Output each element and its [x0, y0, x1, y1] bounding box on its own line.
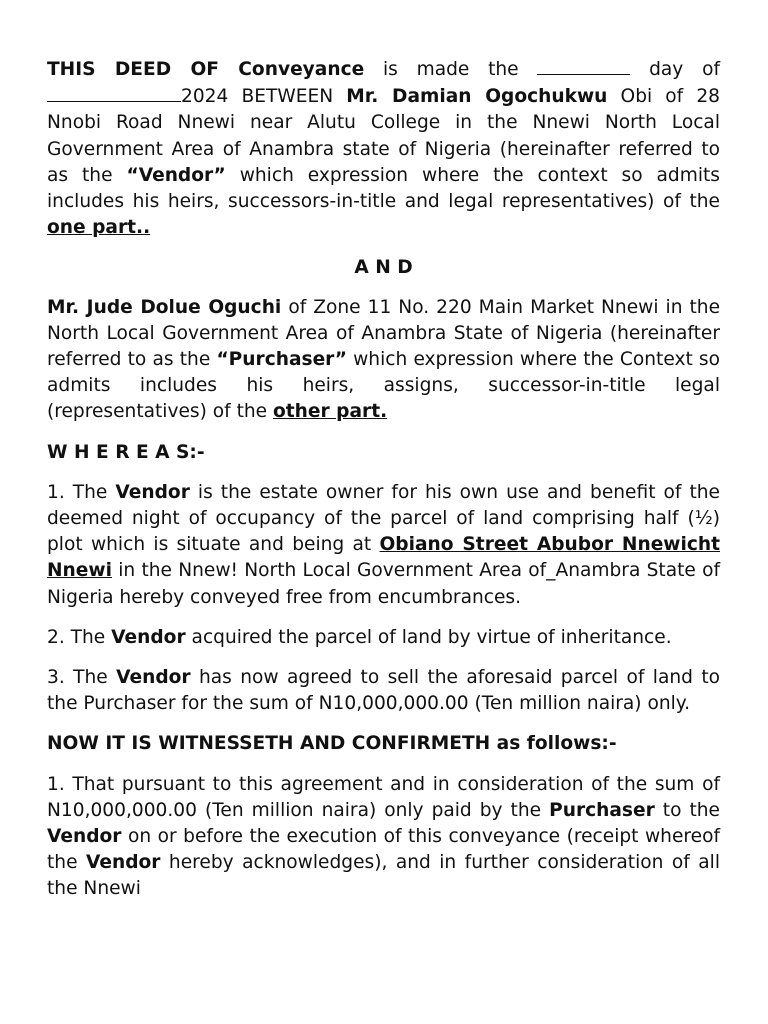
- recital-3: [47, 665, 720, 717]
- whereas-heading: W H E R E A S:-: [47, 441, 205, 463]
- intro-text: 2024 BETWEEN: [181, 86, 347, 108]
- recital-1: [47, 480, 720, 611]
- purchaser-term: Purchaser: [549, 799, 655, 821]
- vendor-term: Vendor: [85, 852, 161, 874]
- vendor-label: “Vendor”: [126, 164, 226, 186]
- one-part: one part..: [47, 217, 151, 239]
- purchaser-address: of Zone 11 No. 220 Main Market Nnewi in the North Local Government Area of Anambra State of Nigeria (hereinafter referred to as the: [47, 296, 721, 371]
- deed-title: THIS DEED OF Conveyance: [47, 59, 365, 80]
- purchaser-name: Mr. Jude Dolue Oguchi: [47, 296, 282, 318]
- deed-document: [47, 56, 720, 917]
- purchaser-text: which expression where the Context so admits includes his heirs, assigns, successor-in-title legal (representatives) of the: [47, 349, 720, 423]
- vendor-term: Vendor: [111, 626, 186, 648]
- day-blank: [537, 56, 630, 75]
- recital-text: acquired the parcel of land by virtue of inheritance.: [185, 626, 672, 648]
- witness-heading: NOW IT IS WITNESSETH AND CONFIRMETH as follows:-: [47, 733, 617, 755]
- clause-text: to the: [654, 799, 720, 821]
- recital-text: 3. The: [47, 667, 117, 689]
- recital-text: in the Nnew! North Local Government Area of_Anambra State of Nigeria hereby conveyed free from encumbrances.: [47, 560, 720, 608]
- recital-text: has now agreed to sell the aforesaid parcel of land to the Purchaser for the sum of N10,000,000.00 (Ten million naira) only.: [47, 667, 720, 715]
- month-blank: [47, 83, 181, 102]
- vendor-term: Vendor: [115, 481, 190, 503]
- intro-text: is made the: [364, 59, 538, 80]
- and-heading: A N D: [354, 257, 413, 279]
- clause-text: hereby acknowledges), and in further consideration of all the Nnewi: [47, 852, 720, 900]
- purchaser-label: “Purchaser”: [216, 349, 347, 371]
- vendor-address: Obi of 28 Nnobi Road Nnewi near Alutu College in the Nnewi North Local Government Area of Anambra state of Nigeria (hereinafter referred to as the: [47, 86, 721, 186]
- intro-text: which expression where the context so admits includes his heirs, successors-in-title and legal representatives) of the: [47, 164, 720, 213]
- vendor-term: Vendor: [47, 826, 122, 848]
- other-part: other part.: [273, 401, 388, 423]
- clause-text: 1. That pursuant to this agreement and in consideration of the sum of N10,000,000.00 (Ten million naira) only paid by the: [47, 773, 720, 821]
- recital-text: 1. The: [47, 481, 116, 503]
- recital-text: is the estate owner for his own use and benefit of the deemed night of occupancy of the parcel of land comprising half (½) plot which is situate and being at: [47, 481, 720, 556]
- recital-2: [47, 625, 720, 651]
- clause-text: on or before the execution of this conveyance (receipt whereof the: [47, 826, 720, 874]
- intro-paragraph: [47, 56, 720, 241]
- vendor-name: Mr. Damian Ogochukwu: [346, 86, 608, 108]
- recital-text: 2. The: [47, 626, 112, 648]
- purchaser-paragraph: [47, 295, 720, 426]
- land-location: Obiano Street Abubor Nnewicht Nnewi: [47, 534, 721, 582]
- clause-1: [47, 772, 720, 903]
- intro-text: day of: [630, 59, 720, 80]
- vendor-term: Vendor: [116, 667, 191, 689]
